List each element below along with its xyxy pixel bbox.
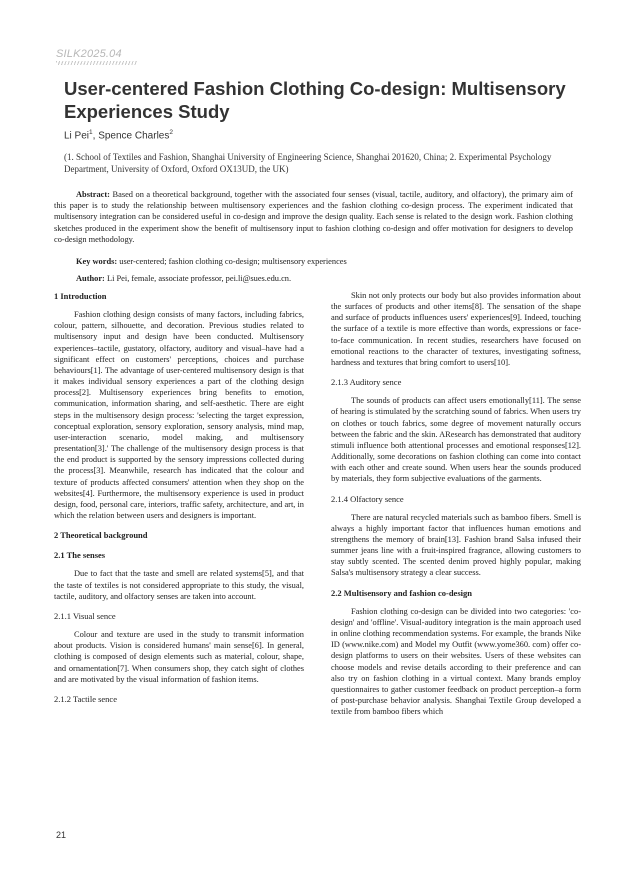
author-info-text: Li Pei, female, associate professor, pei.li@sues.edu.cn. [106, 274, 292, 283]
abstract [54, 189, 573, 245]
heading-senses: 2.1 The senses [54, 550, 106, 561]
paragraph-multisensory-codesign: Fashion clothing co-design can be divided into two categories: 'co-design' and 'offline'. Visual-auditory integration is the main approach used in online clothing recommendation systems. For example, the brands Nike ID (www.nike.com) and Model my Outfit (www.yome360. com) offer co-design platforms to users on their websites. Users of these websites can choose models and revise details according to their preference and can also try on fashion clothing in a virtual context. Many brands employ questionnaires to gather customer feedback on product perception–a form of post-purchase behavior analysis. Shanghai Textile Group developed a textile from bamboo fibers which [331, 606, 581, 717]
affiliation: (1. School of Textiles and Fashion, Shanghai University of Engineering Science, Shanghai 201620, China; 2. Experimental Psychology Department, University of Oxford, Oxford OX13UD, the UK) [64, 152, 552, 174]
heading-olfactory-sense: 2.1.4 Olfactory sence [331, 493, 404, 504]
heading-theoretical-background: 2 Theoretical background [54, 530, 148, 541]
abstract-label: Abstract: [76, 190, 110, 199]
author-2: , Spence Charles [92, 130, 170, 142]
keywords-label: Key words: [76, 257, 118, 266]
heading-introduction: 1 Introduction [54, 291, 107, 301]
left-column [54, 289, 304, 712]
heading-visual-sense: 2.1.1 Visual sence [54, 610, 116, 621]
journal-label: SILK2025.04 [56, 48, 122, 60]
keywords-text: user-centered; fashion clothing co-design; multisensory experiences [119, 257, 347, 266]
heading-tactile-sense: 2.1.2 Tactile sence [54, 693, 117, 704]
heading-multisensory-codesign: 2.2 Multisensory and fashion co-design [331, 587, 472, 598]
paragraph-auditory-sense: The sounds of products can affect users emotionally[11]. The sense of hearing is stimulated by the scratching sound of fabrics. When users try on clothes or touch fabrics, some degree of movement naturally occurs between the fabric and the skin. AResearch has demonstrated that auditory stimuli influence both attentional processes and emotional responses[12]. Additionally, some decorations on fashion clothing can come into contact with each other and create sound. When users hear the sounds produced by materials, they form subjective evaluations of the garments. [331, 396, 582, 484]
paragraph-introduction: Fashion clothing design consists of many factors, including fabrics, colour, pattern, silhouette, and decoration. Previous studies related to multisensory input and design have been conducted. Multisensory experiences–tactile, gustatory, olfactory, auditory and visual–have had a significant effect on customers' perceptions, choices and purchase behaviours[1]. The advantage of user-centered multisensory design is that it makes individual sensory experiences a part of the clothing design process[2]. Multisensory experiences bring benefits to emotion, communication, information sharing, and self-aesthetic. There are eight steps in the multisensory design process: 'selecting the target expression, conceptual exploration, sensory exploration, sensory analysis, mind map, user-interaction scenario, model making, and multisensory presentation[3].' The challenge of the multisensory design process is that the end product is supported by the sensory impressions collected during the process[3]. Meanwhile, research has indicated that the colour and texture of products affected consumers' attention when they shop on the websites[4]. Furthermore, the multisensory experience is used in product design, food, personal care, interiors, traffic safety, architecture, and art, in which the relation between users and designers is important. [54, 310, 304, 520]
paragraph-skin: Skin not only protects our body but also provides information about the surfaces of products and other items[8]. The sensation of the shape and surface of products influences users' experiences[9]. Indeed, touching the surface of a textile is more effective than words, expressions or face-to-face communication. In recent studies, researchers have focused on emotional reactions to the character of textures, investigating softness, hardness and textures that bring comfort to users[10]. [331, 291, 581, 367]
author-line [64, 129, 173, 141]
author-1: Li Pei [64, 130, 90, 142]
author-info-label: Author: [76, 274, 105, 283]
keywords [54, 256, 573, 267]
paragraph-visual-sense: Colour and texture are used in the study to transmit information about products. Vision is considered humans' main sense[6]. In general, clothing is composed of design elements such as material, colour, shape, and ornamentation[7]. When consumers shop, they catch sight of clothes and are motivated by the visual information of fashion items. [54, 630, 304, 684]
author-2-sup: 2 [169, 129, 173, 136]
paper-title: User-centered Fashion Clothing Co-design: Multisensory Experiences Study [64, 78, 566, 122]
page-number: 21 [56, 830, 67, 840]
abstract-text: Based on a theoretical background, together with the associated four senses (visual, tactile, auditory, and olfactory), the primary aim of this paper is to study the relationship between multisensory experiences and the fashion clothing co-design process. The experiment indicated that multisensory integration can be considered useful in co-design and improve the design quality. Each sense is related to the design work. Fashion clothing sketches produced in the experiment show the benefit of multisensory input to fashion clothing co-design and offer motivation for designers to develop co-design methodology. [54, 190, 573, 244]
author-info [54, 273, 573, 284]
author-1-sup: 1 [89, 129, 93, 136]
paragraph-senses: Due to fact that the taste and smell are related systems[5], and that the taste of textiles is not considered appropriate to this study, the visual, tactile, auditory, and olfactory senses are taken into account. [54, 569, 304, 601]
heading-auditory-sense: 2.1.3 Auditory sence [331, 377, 402, 388]
paragraph-olfactory-sense: There are natural recycled materials such as bamboo fibers. Smell is always a highly important factor that influences human emotions and strengthens the memory of brain[13]. Fashion brand Salsa infused their summer jeans line with a fruit-inspired fragrance, allowing customers to stay subtly scented. The scented denim proved highly popular, making Salsa's multisensory strategy a clear success. [331, 512, 581, 578]
right-column [331, 289, 581, 717]
journal-rule [56, 61, 137, 65]
